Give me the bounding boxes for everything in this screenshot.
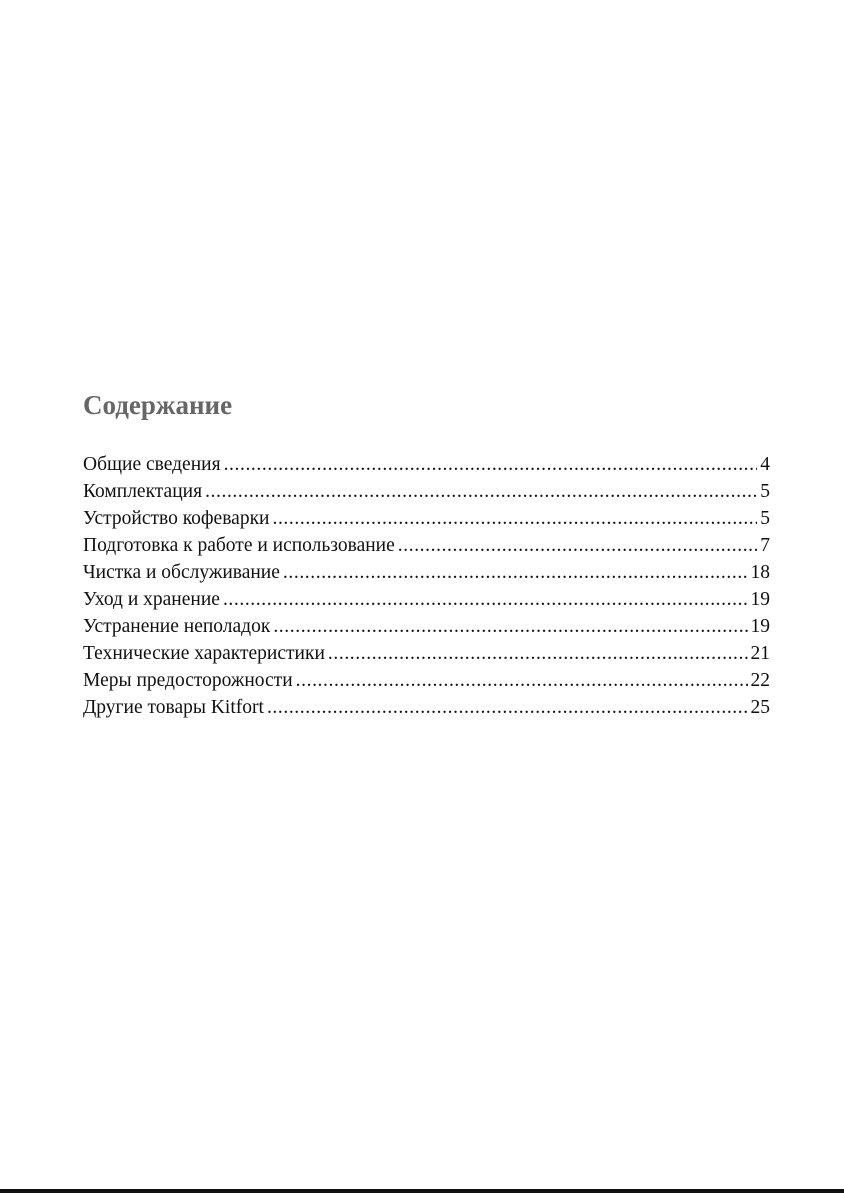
toc-entry[interactable] xyxy=(83,667,770,694)
toc-entry-label: Технические характеристики xyxy=(83,643,325,664)
toc-entry-page: 5 xyxy=(760,508,770,529)
toc-entry-page: 4 xyxy=(760,454,770,475)
toc-entry-page: 5 xyxy=(760,481,770,502)
toc-entry[interactable] xyxy=(83,478,770,505)
toc-entry-page: 22 xyxy=(750,670,770,691)
toc-entry[interactable] xyxy=(83,613,770,640)
toc-entry-page: 18 xyxy=(750,562,770,583)
toc-entry[interactable] xyxy=(83,559,770,586)
toc-entry[interactable] xyxy=(83,586,770,613)
toc-entry-label: Меры предосторожности xyxy=(83,670,293,691)
toc-entry-label: Комплектация xyxy=(83,481,203,502)
toc-entry-label: Общие сведения xyxy=(83,454,221,475)
toc-entry[interactable] xyxy=(83,694,770,721)
toc-title: Содержание xyxy=(83,390,233,420)
toc-entry[interactable] xyxy=(83,640,770,667)
toc-dot-leader xyxy=(223,586,748,613)
toc-entry[interactable] xyxy=(83,505,770,532)
toc-entry-page: 19 xyxy=(750,616,770,637)
toc-entry-page: 21 xyxy=(750,643,770,664)
toc-entry-label: Подготовка к работе и использование xyxy=(83,535,395,556)
toc-dot-leader xyxy=(398,532,757,559)
toc-entry-page: 25 xyxy=(750,697,770,718)
toc-entry-label: Устранение неполадок xyxy=(83,616,271,637)
toc-dot-leader xyxy=(328,640,748,667)
toc-entry[interactable] xyxy=(83,451,770,478)
toc-dot-leader xyxy=(272,505,757,532)
toc-dot-leader xyxy=(273,613,747,640)
toc-dot-leader xyxy=(267,694,748,721)
toc-entry[interactable] xyxy=(83,532,770,559)
toc-entry-label: Уход и хранение xyxy=(83,589,220,610)
toc-dot-leader xyxy=(224,451,758,478)
toc-dot-leader xyxy=(283,559,748,586)
toc-list xyxy=(83,451,770,721)
toc-dot-leader xyxy=(205,478,757,505)
toc-entry-label: Устройство кофеварки xyxy=(83,508,270,529)
toc-entry-page: 7 xyxy=(760,535,770,556)
table-of-contents xyxy=(83,388,770,721)
toc-entry-label: Другие товары Kitfort xyxy=(83,697,264,718)
page-bottom-rule xyxy=(0,1189,844,1193)
toc-entry-label: Чистка и обслуживание xyxy=(83,562,280,583)
toc-dot-leader xyxy=(296,667,748,694)
toc-entry-page: 19 xyxy=(750,589,770,610)
